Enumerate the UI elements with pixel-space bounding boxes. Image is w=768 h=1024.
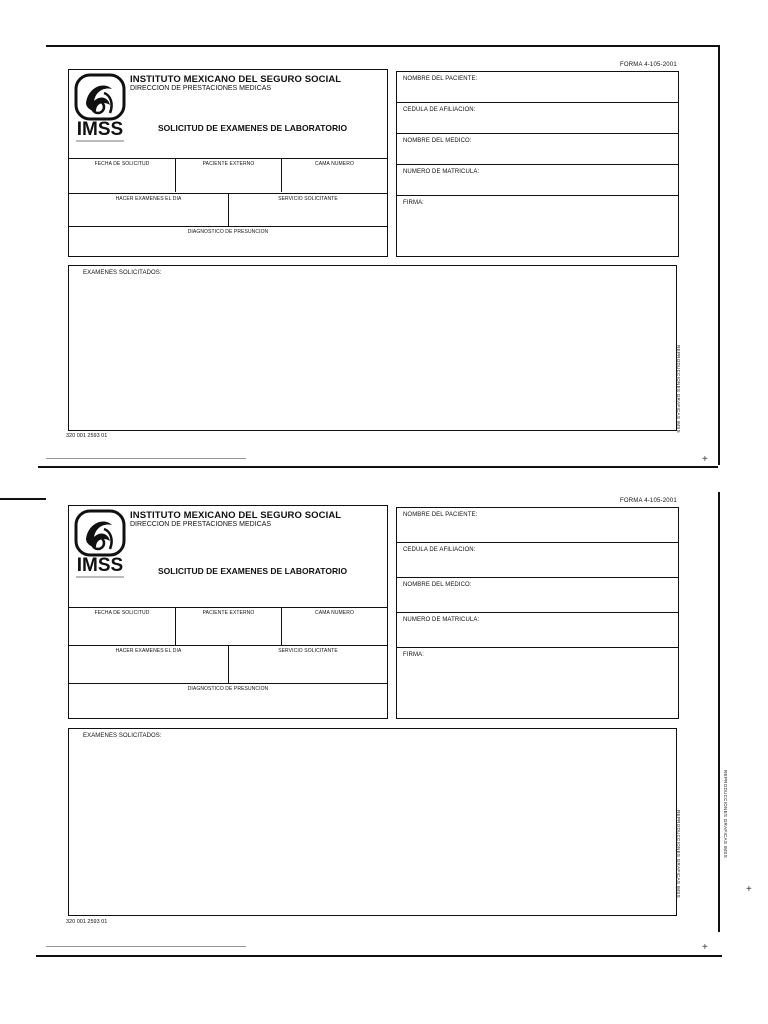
nombre-paciente-label: NOMBRE DEL PACIENTE: xyxy=(403,512,478,518)
hacer-examenes-field[interactable] xyxy=(69,194,228,227)
form-number: FORMA 4-105-2001 xyxy=(620,62,677,68)
reproducciones-text: REPRODUCCIONES GRAFICAS IMSS xyxy=(676,810,681,898)
matricula-label: NUMERO DE MATRICULA: xyxy=(403,617,480,623)
fecha-solicitud-label: FECHA DE SOLICITUD xyxy=(94,161,150,167)
imss-eagle-logo-icon xyxy=(74,73,126,145)
cedula-label: CEDULA DE AFILIACION: xyxy=(403,547,476,553)
cama-numero-field[interactable] xyxy=(281,159,387,192)
hacer-examenes-label: HACER EXAMENES EL DIA xyxy=(115,648,182,654)
examenes-label: EXAMENES SOLICITADOS: xyxy=(83,733,162,739)
crosshair-mark-icon: + xyxy=(702,454,708,465)
document-title: SOLICITUD DE EXAMENES DE LABORATORIO xyxy=(158,566,348,576)
request-row-2 xyxy=(69,645,387,683)
paciente-externo-field[interactable] xyxy=(175,159,281,192)
imss-eagle-logo-icon xyxy=(74,509,126,581)
reproducciones-outer-text: REPRODUCCIONES GRAFICAS IMSS xyxy=(723,770,728,858)
request-row-1 xyxy=(69,607,387,645)
sheet-top-rule xyxy=(46,45,720,47)
firma-label: FIRMA: xyxy=(403,652,424,658)
cedula-label: CEDULA DE AFILIACION: xyxy=(403,107,476,113)
fecha-solicitud-label: FECHA DE SOLICITUD xyxy=(94,610,150,616)
fecha-solicitud-field[interactable] xyxy=(69,608,175,645)
sheet-right-rule xyxy=(718,492,720,932)
firma-label: FIRMA: xyxy=(403,200,424,206)
logo-text: IMSS xyxy=(76,119,124,140)
logo-text: IMSS xyxy=(76,555,124,576)
hacer-examenes-field[interactable] xyxy=(69,646,228,683)
nombre-medico-field[interactable] xyxy=(397,134,678,165)
examenes-label: EXAMENES SOLICITADOS: xyxy=(83,270,162,276)
nombre-paciente-field[interactable] xyxy=(397,508,678,543)
patient-box xyxy=(396,507,679,719)
form-code: 320 001 2593 01 xyxy=(66,919,108,925)
paciente-externo-label: PACIENTE EXTERNO xyxy=(202,610,255,616)
cedula-field[interactable] xyxy=(397,543,678,578)
form-sheet-2 xyxy=(0,470,768,953)
sheet-bottom-rule xyxy=(38,466,718,468)
hacer-examenes-label: HACER EXAMENES EL DIA xyxy=(115,196,182,202)
form-number: FORMA 4-105-2001 xyxy=(620,498,677,504)
header-box xyxy=(68,505,388,719)
matricula-field[interactable] xyxy=(397,165,678,196)
diagnostico-field[interactable] xyxy=(69,683,387,719)
institution-name: INSTITUTO MEXICANO DEL SEGURO SOCIAL xyxy=(130,74,342,85)
servicio-solicitante-label: SERVICIO SOLICITANTE xyxy=(278,196,338,202)
servicio-solicitante-field[interactable] xyxy=(228,194,387,227)
cama-numero-label: CAMA NUMERO xyxy=(315,610,354,616)
institution-name: INSTITUTO MEXICANO DEL SEGURO SOCIAL xyxy=(130,510,342,521)
examenes-box[interactable] xyxy=(68,265,677,431)
fecha-solicitud-field[interactable] xyxy=(69,159,175,192)
cut-line xyxy=(46,458,246,459)
servicio-solicitante-label: SERVICIO SOLICITANTE xyxy=(278,648,338,654)
nombre-medico-label: NOMBRE DEL MEDICO: xyxy=(403,138,472,144)
cut-line xyxy=(46,946,246,947)
diagnostico-field[interactable] xyxy=(69,226,387,257)
examenes-box[interactable] xyxy=(68,728,677,916)
cedula-field[interactable] xyxy=(397,103,678,134)
cama-numero-field[interactable] xyxy=(281,608,387,645)
matricula-label: NUMERO DE MATRICULA: xyxy=(403,169,480,175)
firma-field[interactable] xyxy=(397,648,678,683)
form-code: 320 001 2593 01 xyxy=(66,433,108,439)
diagnostico-label: DIAGNOSTICO DE PRESUNCION xyxy=(187,686,269,692)
cama-numero-label: CAMA NUMERO xyxy=(315,161,354,167)
matricula-field[interactable] xyxy=(397,613,678,648)
nombre-medico-label: NOMBRE DEL MEDICO: xyxy=(403,582,472,588)
form-sheet-1 xyxy=(0,0,768,470)
sheet-right-rule xyxy=(718,45,720,465)
patient-box xyxy=(396,71,679,257)
request-row-2 xyxy=(69,193,387,227)
request-row-1 xyxy=(69,158,387,192)
sheet-bottom-rule xyxy=(36,955,722,957)
sheet-top-left-rule xyxy=(0,498,46,500)
nombre-medico-field[interactable] xyxy=(397,578,678,613)
nombre-paciente-field[interactable] xyxy=(397,72,678,103)
reproducciones-text: REPRODUCCIONES GRAFICAS IMSS xyxy=(676,345,681,433)
paciente-externo-field[interactable] xyxy=(175,608,281,645)
crosshair-mark-icon: + xyxy=(702,942,708,953)
paciente-externo-label: PACIENTE EXTERNO xyxy=(202,161,255,167)
servicio-solicitante-field[interactable] xyxy=(228,646,387,683)
direction-name: DIRECCION DE PRESTACIONES MEDICAS xyxy=(130,85,272,92)
diagnostico-label: DIAGNOSTICO DE PRESUNCION xyxy=(187,229,269,235)
nombre-paciente-label: NOMBRE DEL PACIENTE: xyxy=(403,76,478,82)
direction-name: DIRECCION DE PRESTACIONES MEDICAS xyxy=(130,521,272,528)
crosshair-mark-icon: + xyxy=(746,884,752,895)
document-title: SOLICITUD DE EXAMENES DE LABORATORIO xyxy=(158,123,348,133)
header-box xyxy=(68,69,388,257)
firma-field[interactable] xyxy=(397,196,678,227)
